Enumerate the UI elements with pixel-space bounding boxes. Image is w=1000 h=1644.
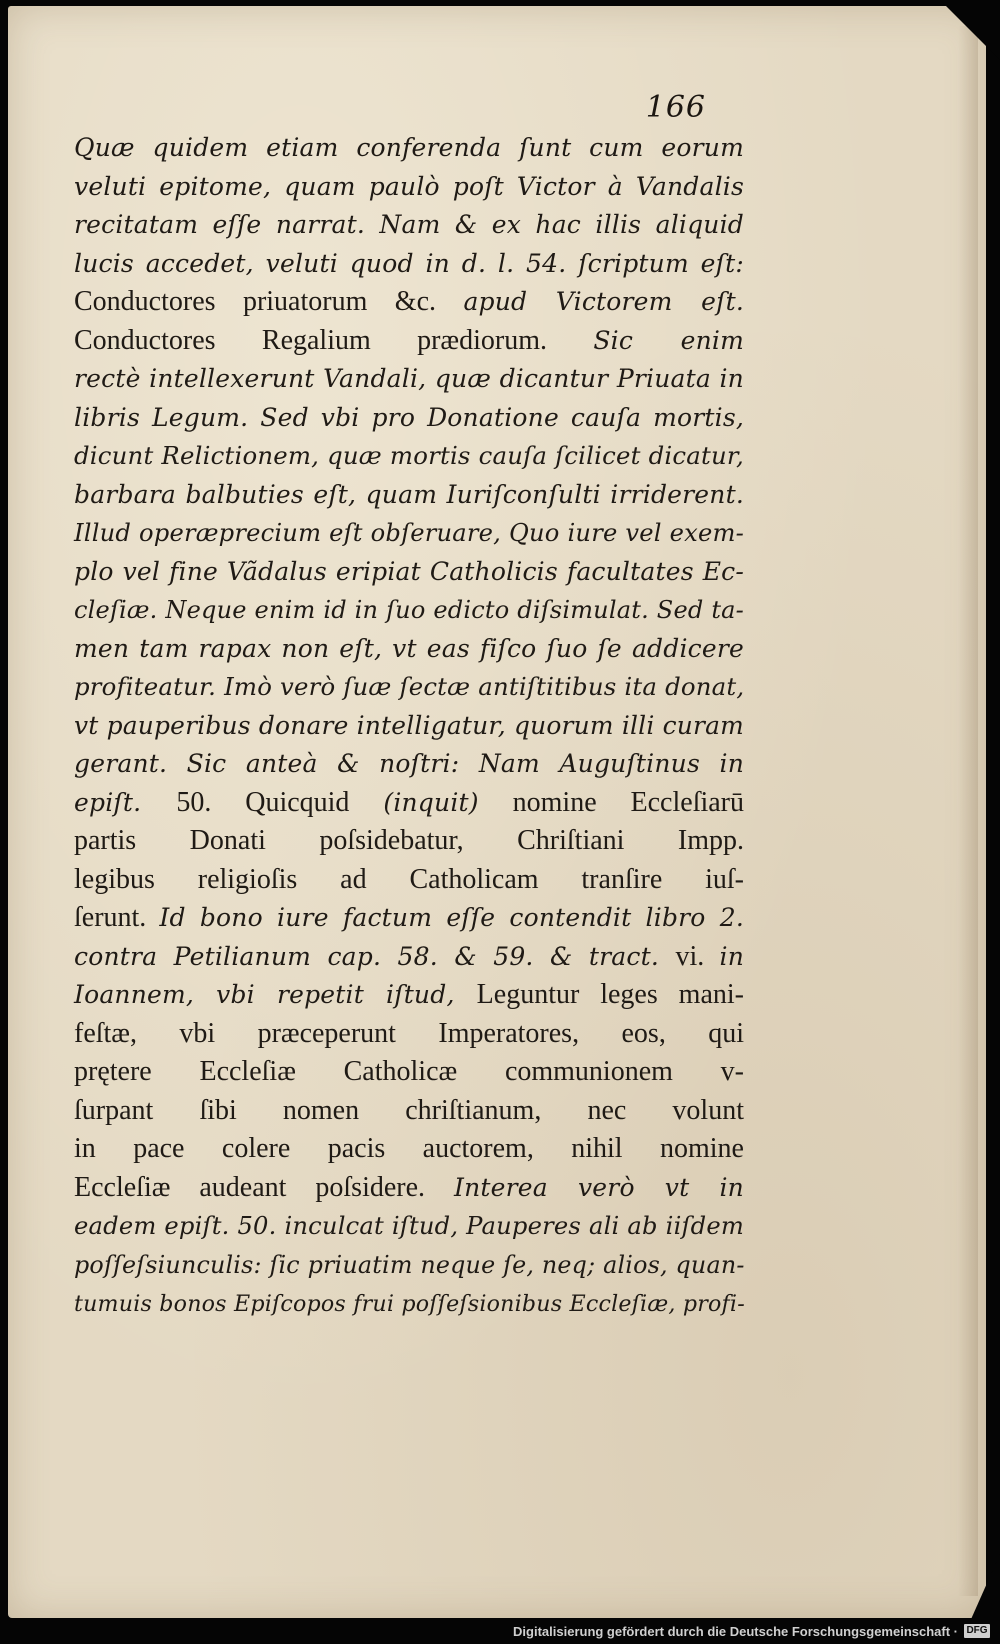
text-line — [74, 1283, 744, 1322]
text-line — [74, 860, 744, 899]
italic-segment: contra Petilianum cap. 58. & 59. & tract. — [74, 941, 676, 971]
roman-segment: feſtæ, vbi præceperunt Imperatores, eos, qui — [74, 1017, 744, 1049]
body-text — [74, 128, 744, 1322]
text-line — [74, 706, 744, 745]
text-line — [74, 321, 744, 360]
roman-segment: legibus religioſis ad Catholicam tranſire iuſ- — [74, 863, 744, 895]
roman-segment: 50. Quicquid — [176, 786, 384, 818]
text-line — [74, 436, 744, 475]
text-line — [74, 1129, 744, 1168]
text-line — [74, 821, 744, 860]
italic-segment: Interea verò vt in — [454, 1172, 744, 1202]
italic-segment: (inquit) — [383, 787, 479, 817]
roman-segment: nomine Eccleſiarū — [478, 786, 745, 818]
text-line — [74, 205, 744, 244]
roman-segment: Leguntur leges mani- — [476, 979, 744, 1010]
book-page — [8, 6, 986, 1618]
roman-segment: ſerunt. — [74, 902, 160, 933]
dfg-logo-icon: DFG — [964, 1624, 990, 1638]
roman-segment: ſurpant ſibi nomen chriſtianum, nec volunt — [74, 1094, 744, 1126]
text-line — [74, 244, 744, 283]
italic-segment: vt pauperibus donare intelligatur, quorum illi curam — [74, 710, 744, 740]
text-line — [74, 552, 744, 591]
italic-segment: apud Victorem eſt. — [463, 287, 744, 316]
italic-segment: Sic enim — [593, 325, 744, 355]
text-line — [74, 128, 744, 167]
text-line — [74, 282, 744, 321]
text-line — [74, 1168, 744, 1207]
text-line — [74, 398, 744, 437]
text-line — [74, 744, 744, 783]
page-edge-shadow — [958, 26, 978, 1596]
roman-segment: Eccleſiæ audeant poſsidere. — [74, 1171, 454, 1203]
roman-segment: Conductores Regalium prædiorum. — [74, 324, 594, 356]
italic-segment: dicunt Relictionem, quæ mortis cauſa ſcilicet dicatur, — [74, 441, 744, 470]
italic-segment: gerant. Sic anteà & noſtri: Nam Auguſtinus in — [74, 749, 744, 778]
italic-segment: Id bono iure factum eſſe contendit libro 2. — [159, 903, 744, 932]
italic-segment: epiſt. — [74, 787, 177, 817]
italic-segment: in — [719, 941, 745, 971]
italic-segment: men tam rapax non eſt, vt eas fiſco ſuo ſe addicere — [74, 633, 744, 663]
italic-segment: barbara balbuties eſt, quam Iuriſconſulti irriderent. — [74, 479, 744, 509]
italic-segment: profiteatur. Imò verò ſuæ ſectæ antiſtitibus ita donat, — [74, 672, 745, 701]
italic-segment: libris Legum. Sed vbi pro Donatione cauſa mortis, — [74, 402, 744, 432]
italic-segment: Quæ quidem etiam conferenda ſunt cum eorum — [74, 133, 744, 162]
italic-segment: lucis accedet, veluti quod in d. l. 54. ſcriptum eſt: — [74, 248, 744, 278]
italic-segment: Illud operæprecium eſt obſeruare, Quo iure vel exem- — [74, 519, 744, 547]
text-line — [74, 1206, 744, 1245]
text-line — [74, 475, 744, 514]
text-line — [74, 783, 744, 822]
text-line — [74, 513, 744, 552]
roman-segment: vi. — [675, 940, 720, 972]
italic-segment: Ioannem, vbi repetit iſtud, — [74, 980, 477, 1009]
text-line — [74, 167, 744, 206]
text-line — [74, 1091, 744, 1130]
text-line — [74, 937, 744, 976]
italic-segment: veluti epitome, quam paulò poſt Victor à Vandalis — [74, 171, 744, 201]
italic-segment: plo vel fine Vãdalus eripiat Catholicis facultates Ec- — [74, 556, 744, 586]
italic-segment: eadem epiſt. 50. inculcat iſtud, Pauperes ali ab iiſdem — [74, 1212, 744, 1240]
text-line — [74, 629, 744, 668]
roman-segment: prętere Eccleſiæ Catholicæ communionem v- — [74, 1056, 744, 1087]
text-line — [74, 1245, 744, 1284]
text-line — [74, 667, 744, 706]
roman-segment: in pace colere pacis auctorem, nihil nomine — [74, 1133, 744, 1164]
text-line — [74, 975, 744, 1014]
italic-segment: recitatam eſſe narrat. Nam & ex hac illis aliquid — [74, 210, 744, 239]
text-line — [74, 359, 744, 398]
italic-segment: tumuis bonos Epiſcopos frui poſſeſsionibus Eccleſiæ, profi- — [74, 1291, 745, 1317]
torn-corner-top — [940, 0, 1000, 60]
roman-segment: Conductores priuatorum &c. — [74, 286, 464, 317]
page-number: 166 — [645, 90, 706, 125]
italic-segment: poſſeſsiunculis: ſic priuatim neque ſe, neq; alios, quan- — [74, 1250, 745, 1279]
roman-segment: partis Donati poſsidebatur, Chriſtiani Impp. — [74, 825, 744, 856]
funding-footer — [513, 1621, 990, 1641]
italic-segment: cleſiæ. Neque enim id in ſuo edicto diſsimulat. Sed ta- — [74, 596, 744, 624]
funding-text: Digitalisierung gefördert durch die Deutsche Forschungsgemeinschaft · — [513, 1623, 958, 1639]
text-line — [74, 590, 744, 629]
text-line — [74, 1052, 744, 1091]
italic-segment: rectè intellexerunt Vandali, quæ dicantur Priuata in — [74, 364, 744, 393]
text-line — [74, 1014, 744, 1053]
text-line — [74, 898, 744, 937]
